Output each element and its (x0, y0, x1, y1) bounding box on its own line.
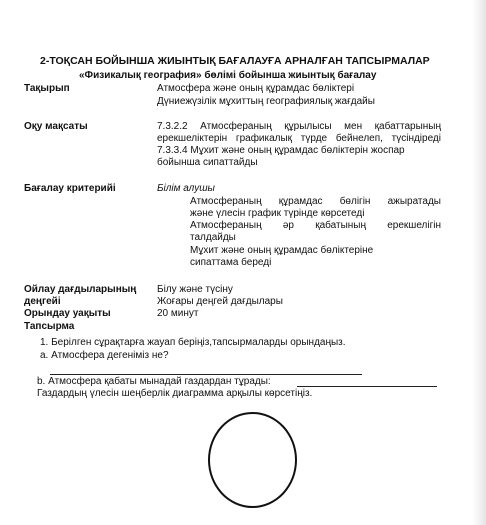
page-edge-shadow (472, 0, 486, 525)
thinking-label-line-1: Ойлау дағдыларының (24, 284, 137, 295)
criteria-line-2: және үлесін график түрінде көрсетеді (190, 208, 365, 219)
question-b-instruction: Газдардың үлесін шеңберлік диаграмма арқылы көрсетіңіз. (37, 388, 313, 399)
objectives-label: Оқу мақсаты (24, 121, 88, 132)
objectives-line-4: бойынша сипаттайды (157, 157, 258, 168)
criteria-line-5: Мұхит және оның құрамдас бөліктеріне (190, 245, 374, 256)
question-b: b. Атмосфера қабаты мынадай газдардан тұрады: (37, 376, 271, 387)
criteria-line-1: Атмосфераның құрамдас бөлігін ажыратады (190, 196, 441, 207)
thinking-line-1: Білу және түсіну (157, 284, 233, 295)
tasks-label: Тапсырма (24, 321, 75, 332)
criteria-line-3: Атмосфераның әр қабатының ерекшелігін (190, 220, 441, 231)
topic-label: Тақырып (24, 83, 70, 94)
time-label: Орындау уақыты (24, 308, 111, 319)
thinking-line-2: Жоғары деңгей дағдылары (157, 296, 283, 307)
page-title: 2-ТОҚСАН БОЙЫНША ЖИЫНТЫҚ БАҒАЛАУҒА АРНАЛҒАН ТАПСЫРМАЛАР (40, 55, 430, 67)
objectives-line-2: ерекшеліктерін графикалық түрде бейнелеп, түсіндіреді (157, 133, 441, 144)
answer-line-b[interactable] (297, 386, 437, 387)
objectives-line-1: 7.3.2.2 Атмосфераның құрылысы мен қабаттарының (157, 121, 441, 132)
time-value: 20 минут (157, 308, 199, 319)
objectives-line-3: 7.3.3.4 Мұхит және оның құрамдас бөліктерін жоспар (157, 145, 405, 156)
pie-chart-circle[interactable] (208, 412, 297, 508)
topic-line-1: Атмосфера және оның құрамдас бөліктері (157, 83, 355, 94)
task-instruction: 1. Берілген сұрақтарға жауап беріңіз,тапсырмаларды орындаңыз. (40, 337, 346, 348)
page-subtitle: «Физикалық география» бөлімі бойынша жиынтық бағалау (79, 70, 377, 81)
topic-line-2: Дүниежүзілік мұхиттың географиялық жағдайы (157, 96, 375, 107)
criteria-line-6: сипаттама береді (190, 257, 272, 268)
criteria-intro: Білім алушы (157, 183, 215, 194)
question-a: а. Атмосфера дегеніміз не? (40, 350, 169, 361)
answer-line-a[interactable] (50, 374, 362, 375)
thinking-label-line-2: деңгейі (24, 296, 61, 307)
criteria-line-4: талдайды (190, 232, 236, 243)
criteria-label: Бағалау критерийі (24, 183, 116, 194)
